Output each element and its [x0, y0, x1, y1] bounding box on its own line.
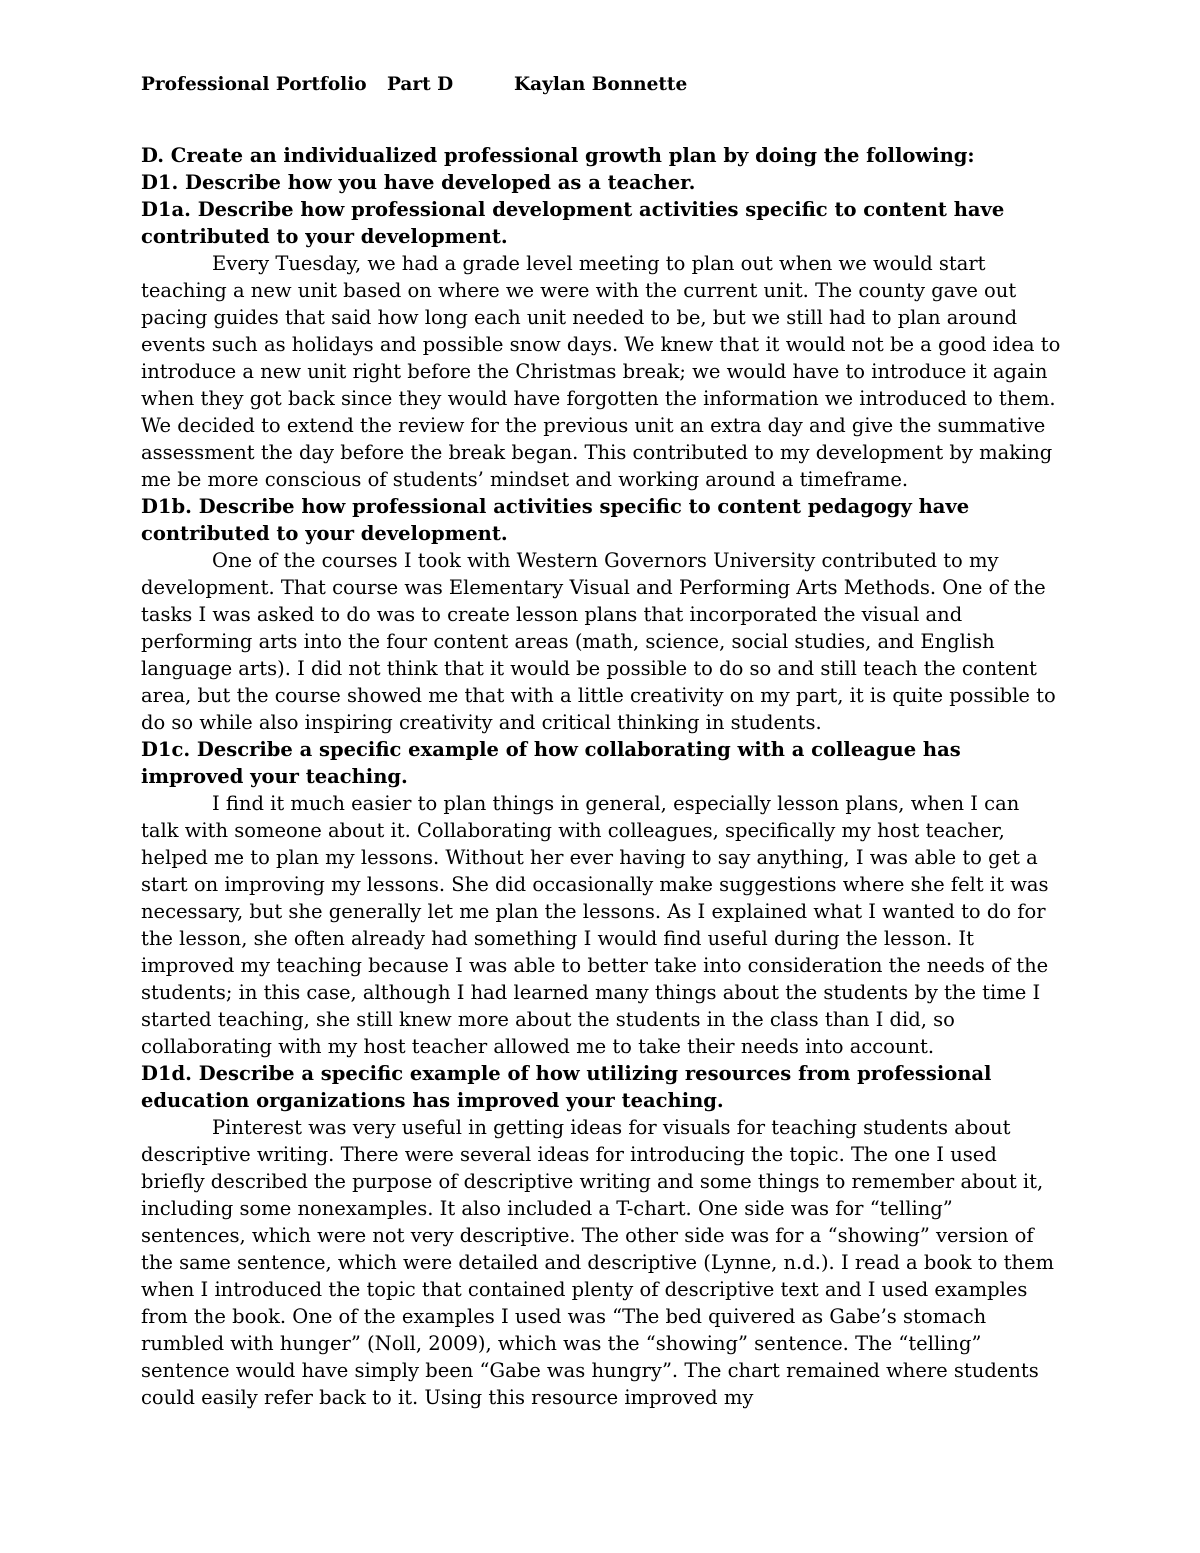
section-heading-d: D. Create an individualized professional growth plan by doing the following: — [141, 144, 975, 167]
section-heading-d1c: D1c. Describe a specific example of how collaborating with a colleague has improved your teaching. — [141, 738, 961, 788]
header-author: Kaylan Bonnette — [514, 74, 688, 95]
header-title: Professional Portfolio — [141, 74, 367, 95]
section-heading-d1d: D1d. Describe a specific example of how utilizing resources from professional education organizations has improved your teaching. — [141, 1062, 992, 1112]
section-heading-d1b: D1b. Describe how professional activities specific to content pedagogy have contributed to your development. — [141, 495, 970, 545]
section-heading-d1: D1. Describe how you have developed as a teacher. — [141, 171, 696, 194]
paragraph-d1a: Every Tuesday, we had a grade level meeting to plan out when we would start teaching a new unit based on where we were with the current unit. The county gave out pacing guides that said how long each unit needed to be, but we still had to plan around events such as holidays and possible snow days. We knew that it would not be a good idea to introduce a new unit right before the Christmas break; we would have to introduce it again when they got back since they would have forgotten the information we introduced to them. We decided to extend the review for the previous unit an extra day and give the summative assessment the day before the break began. This contributed to my development by making me be more conscious of students’ mindset and working around a timeframe. — [141, 252, 1061, 491]
section-heading-d1a: D1a. Describe how professional development activities specific to content have contributed to your development. — [141, 198, 1005, 248]
document-body — [141, 142, 1061, 1411]
paragraph-d1d: Pinterest was very useful in getting ideas for visuals for teaching students about descriptive writing. There were several ideas for introducing the topic. The one I used briefly described the purpose of descriptive writing and some things to remember about it, including some nonexamples. It also included a T-chart. One side was for “telling” sentences, which were not very descriptive. The other side was for a “showing” version of the same sentence, which were detailed and descriptive (Lynne, n.d.). I read a book to them when I introduced the topic that contained plenty of descriptive text and I used examples from the book. One of the examples I used was “The bed quivered as Gabe’s stomach rumbled with hunger” (Noll, 2009), which was the “showing” sentence. The “telling” sentence would have simply been “Gabe was hungry”. The chart remained where students could easily refer back to it. Using this resource improved my — [141, 1116, 1055, 1409]
header-part: Part D — [387, 74, 454, 95]
paragraph-d1c: I find it much easier to plan things in general, especially lesson plans, when I can talk with someone about it. Collaborating with colleagues, specifically my host teacher, helped me to plan my lessons. Without her ever having to say anything, I was able to get a start on improving my lessons. She did occasionally make suggestions where she felt it was necessary, but she generally let me plan the lessons. As I explained what I wanted to do for the lesson, she often already had something I would find useful during the lesson. It improved my teaching because I was able to better take into consideration the needs of the students; in this case, although I had learned many things about the students by the time I started teaching, she still knew more about the students in the class than I did, so collaborating with my host teacher allowed me to take their needs into account. — [141, 792, 1049, 1058]
paragraph-d1b: One of the courses I took with Western Governors University contributed to my development. That course was Elementary Visual and Performing Arts Methods. One of the tasks I was asked to do was to create lesson plans that incorporated the visual and performing arts into the four content areas (math, science, social studies, and English language arts). I did not think that it would be possible to do so and still teach the content area, but the course showed me that with a little creativity on my part, it is quite possible to do so while also inspiring creativity and critical thinking in students. — [141, 549, 1056, 734]
